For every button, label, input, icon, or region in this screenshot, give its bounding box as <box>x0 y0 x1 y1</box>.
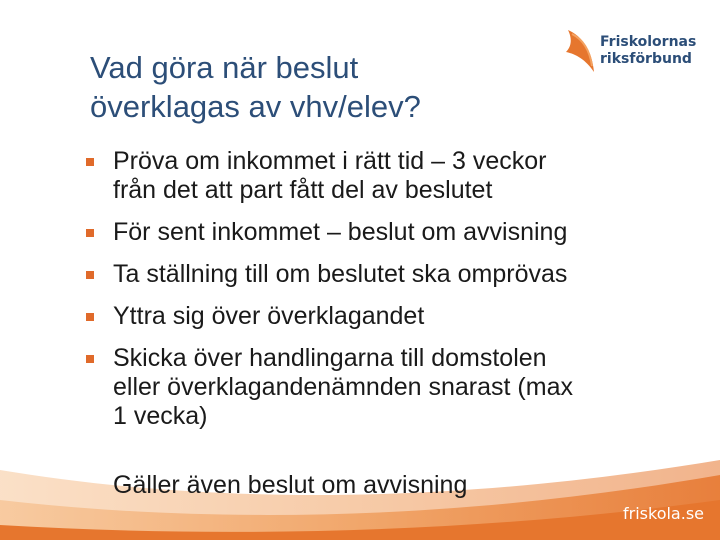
bullet-text: Skicka över handlingarna till domstolen <box>113 344 547 372</box>
logo-wordmark <box>600 34 696 68</box>
bullet-item <box>86 147 686 205</box>
bullet-text: Pröva om inkommet i rätt tid – 3 veckor <box>113 147 547 175</box>
bullet-text: För sent inkommet – beslut om avvisning <box>113 218 568 246</box>
title-line-1: Vad göra när beslut <box>90 50 359 85</box>
bullet-item <box>86 260 686 289</box>
bullet-square-icon <box>86 271 94 279</box>
bullet-square-icon <box>86 355 94 363</box>
bullet-item <box>86 344 686 431</box>
title-line-2: överklagas av vhv/elev? <box>90 89 421 124</box>
bullet-list <box>86 147 686 444</box>
bullet-text: eller överklagandenämnden snarast (max <box>113 373 573 401</box>
bullet-item <box>86 302 686 331</box>
slide-title <box>90 48 530 126</box>
logo-line-2: riksförbund <box>600 51 692 67</box>
bullet-text: Ta ställning till om beslutet ska omprövas <box>113 260 568 288</box>
bullet-square-icon <box>86 229 94 237</box>
bullet-text: Yttra sig över överklagandet <box>113 302 425 330</box>
bullet-text: från det att part fått del av beslutet <box>113 176 493 204</box>
bullet-text: 1 vecka) <box>113 402 208 430</box>
logo-line-1: Friskolornas <box>600 34 697 50</box>
bullet-square-icon <box>86 158 94 166</box>
footer-url: friskola.se <box>623 504 704 523</box>
bullet-square-icon <box>86 313 94 321</box>
continuation-text: Gäller även beslut om avvisning <box>113 471 468 499</box>
bullet-item <box>86 218 686 247</box>
